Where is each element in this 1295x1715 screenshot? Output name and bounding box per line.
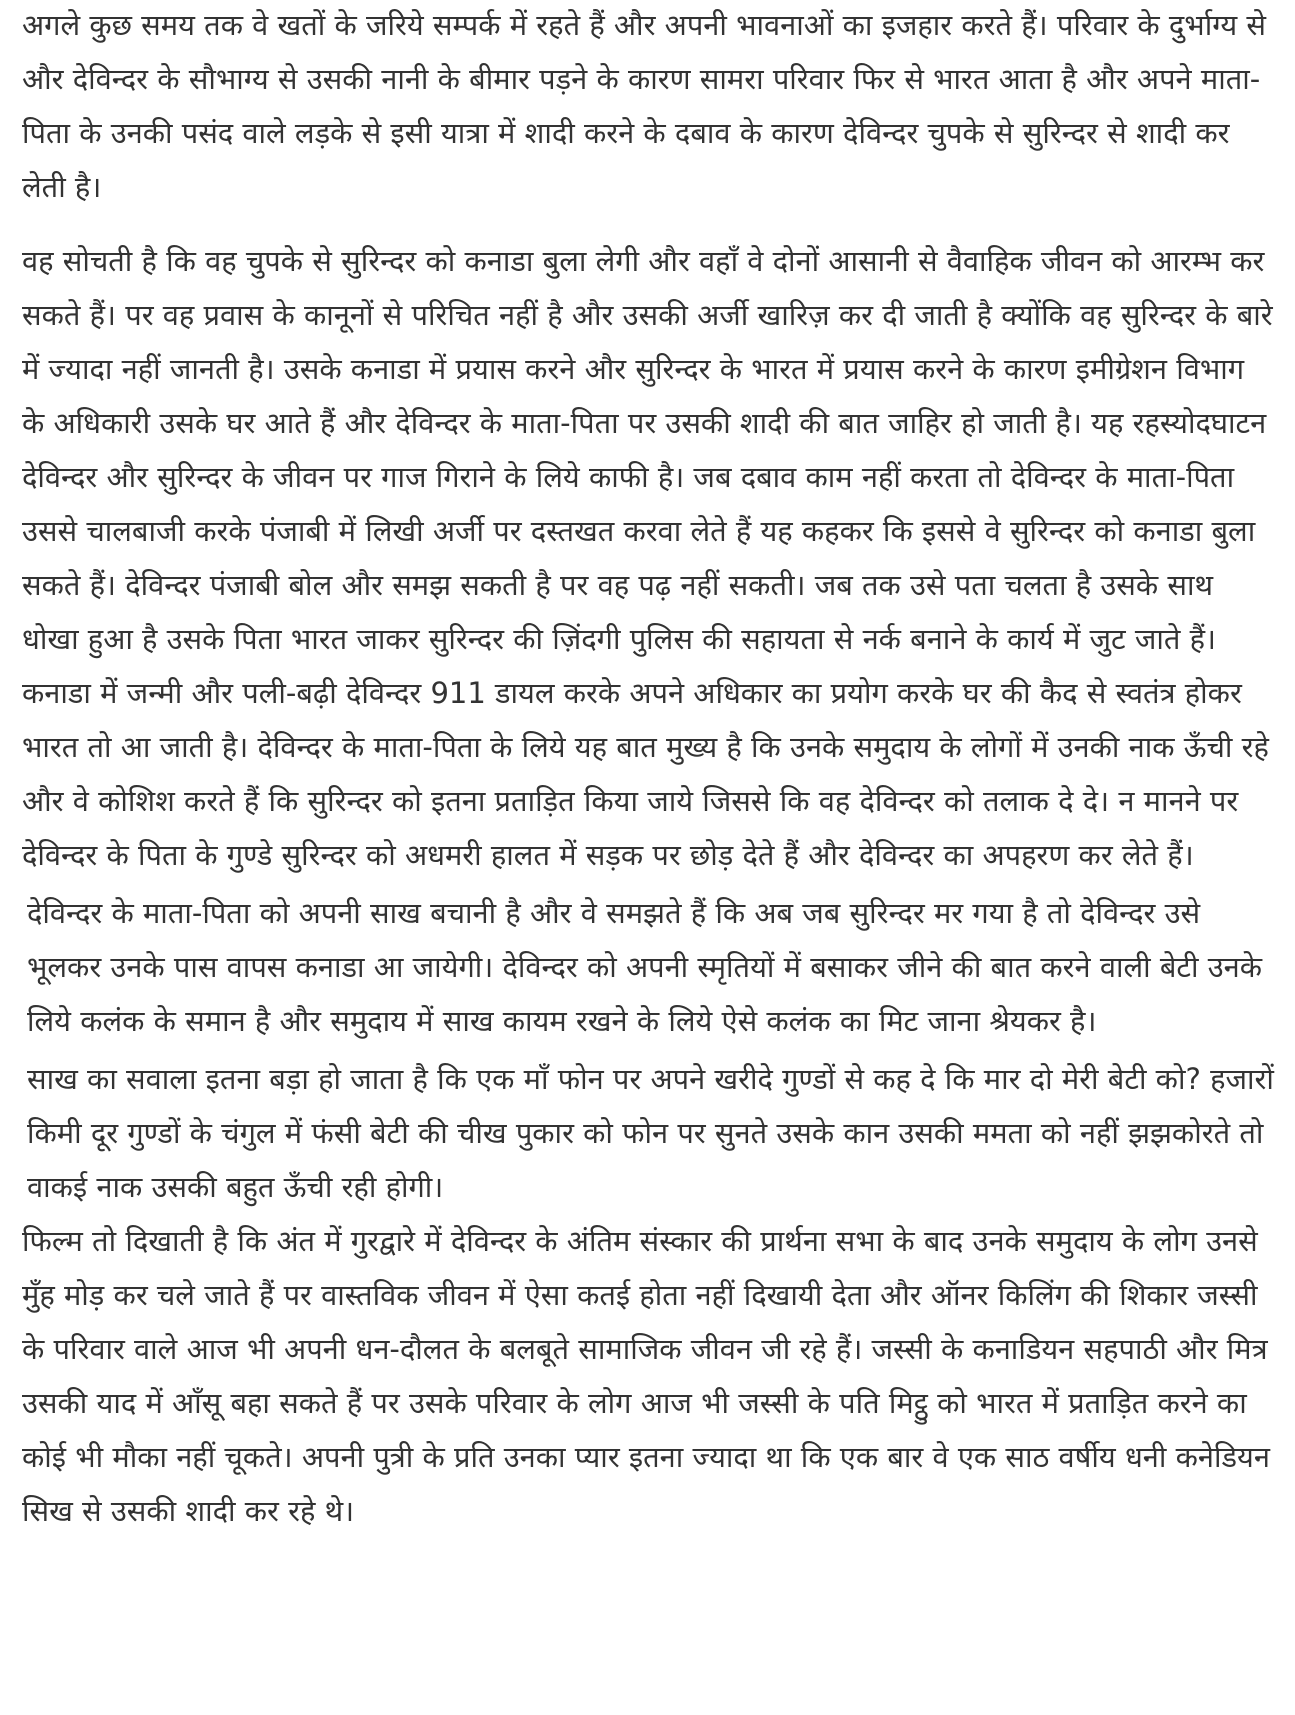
paragraph-4: देविन्दर के माता-पिता को अपनी साख बचानी है और वे समझते हैं कि अब जब सुरिन्दर मर गया है तो देविन्दर उसे भूलकर उनके पास वापस कनाडा आ जायेगी। देविन्दर को अपनी स्मृतियों में बसाकर जीने की बात करने वाली बेटी उनके लिये कलंक के समान है और समुदाय में साख कायम रखने के लिये ऐसे कलंक का मिट जाना श्रेयकर है। xyxy=(27,896,1263,1038)
paragraph-1: अगले कुछ समय तक वे खतों के जरिये सम्पर्क में रहते हैं और अपनी भावनाओं का इजहार करते हैं। परिवार के दुर्भाग्य से और देविन्दर के सौभाग्य से उसकी नानी के बीमार पड़ने के कारण सामरा परिवार फिर से भारत आता है और अपने माता-पिता के उनकी पसंद वाले लड़के से इसी यात्रा में शादी करने के दबाव के कारण देविन्दर चुपके से सुरिन्दर से शादी कर लेती है। xyxy=(22,8,1266,204)
paragraph-3: कनाडा में जन्मी और पली-बढ़ी देविन्दर 911 डायल करके अपने अधिकार का प्रयोग करके घर की कैद से स्वतंत्र होकर भारत तो आ जाती है। देविन्दर के माता-पिता के लिये यह बात मुख्य है कि उनके समुदाय के लोगों में उनकी नाक ऊँची रहे और वे कोशिश करते हैं कि सुरिन्दर को इतना प्रताड़ित किया जाये जिससे कि वह देविन्दर को तलाक दे दे। न मानने पर देविन्दर के पिता के गुण्डे सुरिन्दर को अधमरी हालत में सड़क पर छोड़ देते हैं और देविन्दर का अपहरण कर लेते हैं। xyxy=(22,676,1269,872)
paragraph-5: साख का सवाला इतना बड़ा हो जाता है कि एक माँ फोन पर अपने खरीदे गुण्डों से कह दे कि मार दो मेरी बेटी को? हजारों किमी दूर गुण्डों के चंगुल में फंसी बेटी की चीख पुकार को फोन पर सुनते उसके कान उसकी ममता को नहीं झझकोरते तो वाकई नाक उसकी बहुत ऊँची रही होगी। xyxy=(27,1062,1274,1204)
paragraph-6: फिल्म तो दिखाती है कि अंत में गुरद्वारे में देविन्दर के अंतिम संस्कार की प्रार्थना सभा के बाद उनके समुदाय के लोग उनसे मुँह मोड़ कर चले जाते हैं पर वास्तविक जीवन में ऐसा कतई होता नहीं दिखायी देता और ऑनर किलिंग की शिकार जस्सी के परिवार वाले आज भी अपनी धन-दौलत के बलबूते सामाजिक जीवन जी रहे हैं। जस्सी के कनाडियन सहपाठी और मित्र उसकी याद में आँसू बहा सकते हैं पर उसके परिवार के लोग आज भी जस्सी के पति मिट्ठु को भारत में प्रताड़ित करने का कोई भी मौका नहीं चूकते। अपनी पुत्री के प्रति उनका प्यार इतना ज्यादा था कि एक बार वे एक साठ वर्षीय धनी कनेडियन सिख से उसकी शादी कर रहे थे। xyxy=(22,1224,1270,1528)
paragraph-2: वह सोचती है कि वह चुपके से सुरिन्दर को कनाडा बुला लेगी और वहाँ वे दोनों आसानी से वैवाहिक जीवन को आरम्भ कर सकते हैं। पर वह प्रवास के कानूनों से परिचित नहीं है और उसकी अर्जी खारिज़ कर दी जाती है क्योंकि वह सुरिन्दर के बारे में ज्यादा नहीं जानती है। उसके कनाडा में प्रयास करने और सुरिन्दर के भारत में प्रयास करने के कारण इमीग्रेशन विभाग के अधिकारी उसके घर आते हैं और देविन्दर के माता-पिता पर उसकी शादी की बात जाहिर हो जाती है। यह रहस्योदघाटन देविन्दर और सुरिन्दर के जीवन पर गाज गिराने के लिये काफी है। जब दबाव काम नहीं करता तो देविन्दर के माता-पिता उससे चालबाजी करके पंजाबी में लिखी अर्जी पर दस्तखत करवा लेते हैं यह कहकर कि इससे वे सुरिन्दर को कनाडा बुला सकते हैं। देविन्दर पंजाबी बोल और समझ सकती है पर वह पढ़ नहीं सकती। जब तक उसे पता चलता है उसके साथ धोखा हुआ है उसके पिता भारत जाकर सुरिन्दर की ज़िंदगी पुलिस की सहायता से नर्क बनाने के कार्य में जुट जाते हैं। xyxy=(22,244,1273,656)
